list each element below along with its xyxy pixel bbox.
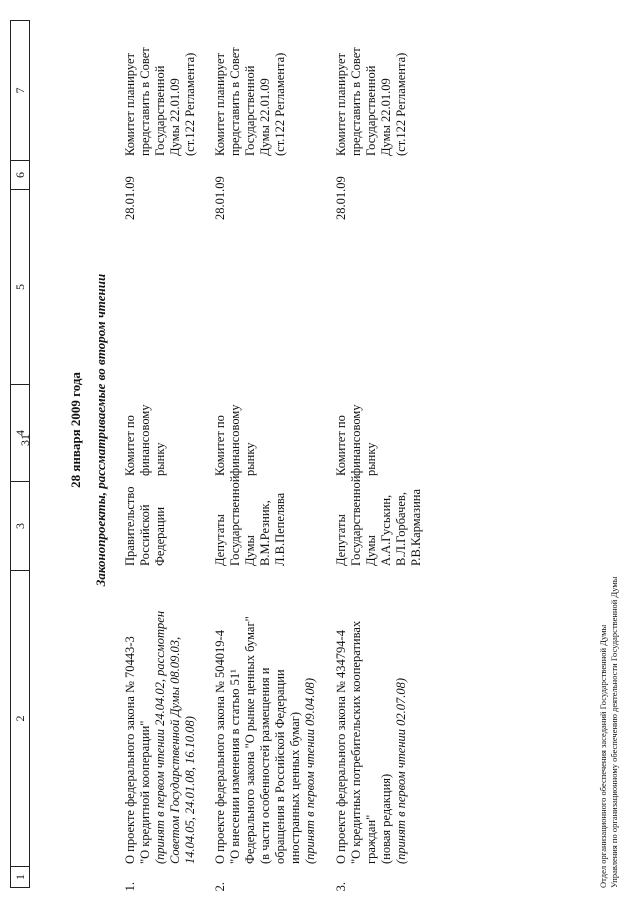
bill-status-line: Советом Государственной Думы 08.09.03,: [168, 636, 182, 864]
consideration-date: 28.01.09: [213, 176, 227, 220]
bill-title-line: "О кредитных потребительских кооперативах: [349, 620, 363, 864]
author-line: Депутаты: [213, 514, 227, 566]
bill-title-line: О проекте федерального закона № 504019-4: [213, 630, 227, 864]
column-number: 3: [13, 523, 27, 529]
column-number: 6: [13, 172, 27, 178]
consideration-date: 28.01.09: [123, 176, 137, 220]
note-line: Государственной: [243, 65, 257, 156]
bill-title-line: Федерального закона "О рынке ценных бумаг": [243, 616, 257, 864]
committee-line: Комитет по: [213, 415, 227, 476]
bill-status-line: 14.04.05, 24.01.08, 16.10.08): [183, 716, 197, 864]
column-header-cell-2: [10, 570, 30, 867]
committee-line: финансовому: [138, 404, 152, 476]
author-line: В.Л.Горбачев,: [394, 492, 408, 566]
bill-title-line: О проекте федерального закона № 70443-3: [123, 636, 137, 864]
bill-description: [123, 564, 198, 864]
column-header-cell-6: [10, 160, 30, 190]
note-line: Думы 22.01.09: [258, 78, 272, 156]
date-heading: 28 января 2009 года: [68, 372, 83, 488]
bill-title-line: иностранных ценных бумаг): [288, 711, 302, 864]
author-line: В.М.Резник,: [258, 500, 272, 566]
note-line: (ст.122 Регламента): [183, 52, 197, 156]
note-line: Думы 22.01.09: [168, 78, 182, 156]
committee-line: рынку: [364, 442, 378, 476]
column-header-cell-5: [10, 189, 30, 385]
responsible-committee: [334, 380, 379, 476]
note-line: представить в Совет: [228, 47, 242, 156]
bill-title-line: О проекте федерального закона № 434794-4: [334, 630, 348, 864]
committee-note: [334, 16, 409, 156]
bill-title-line: граждан": [364, 814, 378, 864]
author-line: Государственной: [228, 475, 242, 566]
committee-line: финансовому: [349, 404, 363, 476]
column-number: 5: [13, 284, 27, 290]
bill-title-line: (в части особенностей размещения и: [258, 667, 272, 864]
column-header-cell-7: [10, 20, 30, 161]
column-number: 2: [13, 715, 27, 722]
author-line: Думы: [243, 535, 257, 566]
bill-description: [334, 564, 409, 864]
committee-line: рынку: [243, 442, 257, 476]
bill-status-line: (принят в первом чтении 09.04.08): [303, 677, 317, 864]
author-line: Правительство: [123, 486, 137, 566]
bill-description: [213, 564, 318, 864]
committee-note: [213, 16, 288, 156]
committee-line: Комитет по: [334, 415, 348, 476]
row-number: 1.: [123, 882, 137, 892]
note-line: Думы 22.01.09: [379, 78, 393, 156]
page-number: 31: [18, 434, 32, 446]
author-line: Депутаты: [334, 514, 348, 566]
note-line: представить в Совет: [349, 47, 363, 156]
note-line: Комитет планирует: [213, 53, 227, 156]
committee-note: [123, 16, 198, 156]
note-line: представить в Совет: [138, 47, 152, 156]
column-number: 7: [13, 87, 27, 94]
note-line: (ст.122 Регламента): [394, 52, 408, 156]
author-line: А.А.Гуськин,: [379, 494, 393, 566]
footer-department-line: Отдел организационного обеспечения заседаний Государственной Думы: [598, 624, 608, 888]
column-header-cell-4: [10, 384, 30, 482]
bill-status-line: (принят в первом чтении 02.07.08): [394, 677, 408, 864]
footer-directorate-line: Управления по организационному обеспечению деятельности Государственной Думы: [609, 576, 619, 888]
author-line: Российской: [138, 504, 152, 566]
row-number: 2.: [213, 882, 227, 892]
bill-status-line: (принят в первом чтении 24.04.02, рассмотрен: [153, 610, 167, 864]
author-line: Л.В.Пепелява: [273, 492, 287, 566]
note-line: Государственной: [364, 65, 378, 156]
author-line: Федерации: [153, 506, 167, 566]
column-header-cell-3: [10, 481, 30, 571]
column-header-cell-1: [10, 866, 30, 888]
section-heading: Законопроекты, рассматриваемые во втором чтении: [93, 273, 108, 587]
bill-title-line: (новая редакция): [379, 773, 393, 864]
column-number: 1: [13, 874, 27, 880]
bill-authors: [123, 476, 168, 566]
bill-authors: [334, 476, 424, 566]
responsible-committee: [213, 380, 258, 476]
committee-line: финансовому: [228, 404, 242, 476]
bill-title-line: обращения в Российской Федерации: [273, 669, 287, 864]
author-line: Р.В.Кармазина: [409, 489, 423, 566]
consideration-date: 28.01.09: [334, 176, 348, 220]
bill-title-line: "О внесении изменения в статью 51¹: [228, 669, 242, 864]
column-number: 4: [13, 430, 27, 436]
committee-line: Комитет по: [123, 415, 137, 476]
row-number: 3.: [334, 882, 348, 892]
note-line: Комитет планирует: [123, 53, 137, 156]
note-line: Комитет планирует: [334, 53, 348, 156]
bill-title-line: "О кредитной кооперации": [138, 720, 152, 864]
note-line: Государственной: [153, 65, 167, 156]
committee-line: рынку: [153, 442, 167, 476]
responsible-committee: [123, 380, 168, 476]
author-line: Думы: [364, 535, 378, 566]
note-line: (ст.122 Регламента): [273, 52, 287, 156]
author-line: Государственной: [349, 475, 363, 566]
bill-authors: [213, 476, 288, 566]
